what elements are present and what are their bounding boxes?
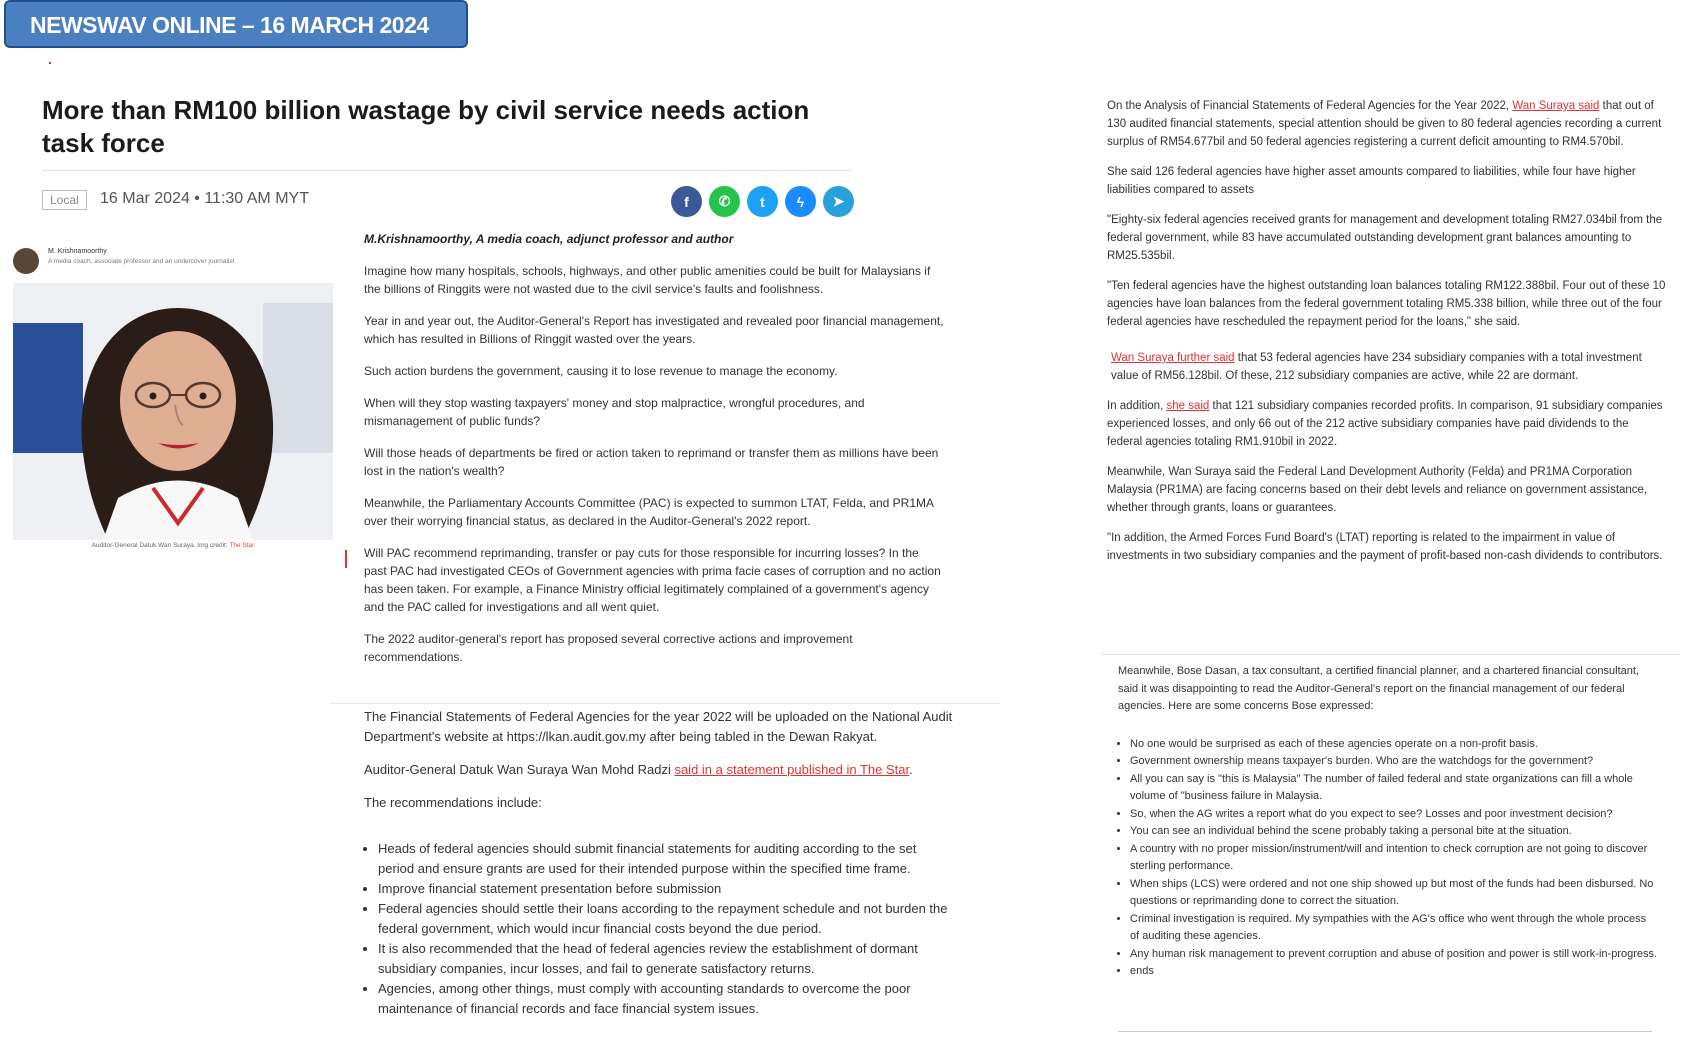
paragraph: Year in and year out, the Auditor-General's Report has investigated and revealed poor financial management, which has resulted in Billions of Ringgit wasted over the years. — [364, 314, 944, 346]
star-statement-link[interactable]: said in a statement published in The Star — [674, 762, 910, 777]
article-body-column-1 — [364, 230, 944, 680]
section-divider — [330, 703, 1000, 704]
paragraph: Such action burdens the government, causing it to lose revenue to manage the economy. — [364, 364, 838, 378]
source-banner: NEWSWAV ONLINE – 16 MARCH 2024 — [4, 0, 468, 48]
list-item: • Criminal investigation is required. My sympathies with the AG's office who went through the whole process of auditing these agencies. — [1130, 911, 1658, 946]
article-headline: More than RM100 billion wastage by civil service needs action task force — [42, 95, 810, 158]
paragraph: Auditor-General Datuk Wan Suraya Wan Mohd Radzi said in a statement published in The Star. — [364, 762, 913, 777]
paragraph: Meanwhile, the Parliamentary Accounts Committee (PAC) is expected to summon LTAT, Felda, and PR1MA over their worrying financial status, as declared in the Auditor-General's 2022 report. — [364, 496, 934, 528]
paragraph: When will they stop wasting taxpayers' money and stop malpractice, wrongful procedures, and mismanagement of public funds? — [364, 396, 865, 428]
she-said-link[interactable]: she said — [1166, 400, 1210, 412]
concerns-list — [1118, 736, 1658, 981]
paragraph: Will those heads of departments be fired or action taken to reprimand or transfer them as millions have been lost in the nation's wealth? — [364, 446, 939, 478]
article-body-column-2 — [364, 707, 954, 1019]
recommendations-list — [364, 839, 954, 1019]
telegram-icon[interactable]: ➤ — [823, 186, 854, 217]
avatar[interactable] — [13, 248, 39, 274]
paragraph: "In addition, the Armed Forces Fund Board's (LTAT) reporting is related to the impairment in value of investments in two subsidiary companies and the payment of profit-based non-cash dividends to contributors. — [1107, 532, 1663, 562]
paragraph: She said 126 federal agencies have higher asset amounts compared to liabilities, while four have higher liabilities compared to assets — [1107, 166, 1636, 196]
messenger-icon[interactable]: ϟ — [785, 186, 816, 217]
list-item: • Government ownership means taxpayer's burden. Who are the watchdogs for the government? — [1130, 753, 1658, 771]
facebook-icon[interactable]: f — [671, 186, 702, 217]
list-item: • A country with no proper mission/instrument/will and intention to check corruption are not going to discover sterling performance. — [1130, 841, 1658, 876]
list-item: • When ships (LCS) were ordered and not one ship showed up but most of the funds had been disbursed. No questions or reprimanding done to correct the situation. — [1130, 876, 1658, 911]
quote-marker — [345, 550, 347, 568]
paragraph: Wan Suraya further said that 53 federal agencies have 234 subsidiary companies with a total investment value of RM56.128bil. Of these, 212 subsidiary companies are active, while 22 are dormant. — [1111, 352, 1642, 382]
list-item: • Any human risk management to prevent corruption and abuse of position and power is still work-in-progress. — [1130, 946, 1658, 964]
whatsapp-icon[interactable]: ✆ — [709, 186, 740, 217]
article-body-column-3 — [1107, 97, 1667, 577]
list-item: • Improve financial statement presentation before submission — [378, 879, 954, 899]
list-item: • All you can say is "this is Malaysia" The number of failed federal and state organizations can fill a whole volume of "business failure in Malaysia. — [1130, 771, 1658, 806]
wan-suraya-said-link[interactable]: Wan Suraya said — [1512, 100, 1600, 112]
list-item: • Federal agencies should settle their loans according to the repayment schedule and not burden the federal government, which would incur financial costs beyond the due period. — [378, 899, 954, 939]
list-item: • ends — [1130, 963, 1658, 981]
paragraph: The recommendations include: — [364, 795, 542, 810]
paragraph: On the Analysis of Financial Statements of Federal Agencies for the Year 2022, Wan Suraya said that out of 130 audited financial statements, special attention should be given to 80 federal agencies recording a current surplus of RM54.677bil and 50 federal agencies registering a current deficit amounting to RM4.570bil. — [1107, 100, 1662, 148]
paragraph: In addition, she said that 121 subsidiary companies recorded profits. In comparison, 91 subsidiary companies experienced losses, and only 66 out of the 212 active subsidiary companies have paid dividends to the federal agencies totaling RM1.910bil in 2022. — [1107, 400, 1663, 448]
auditor-general-photo — [13, 283, 333, 540]
bose-dasan-section — [1118, 663, 1658, 981]
category-badge[interactable]: Local — [42, 190, 87, 210]
list-item: • It is also recommended that the head of federal agencies review the establishment of dormant subsidiary companies, incur losses, and fail to generate satisfactory returns. — [378, 939, 954, 979]
paragraph: Meanwhile, Bose Dasan, a tax consultant, a certified financial planner, and a chartered financial consultant, said it was disappointing to read the Auditor-General's report on the financial management of our federal agencies. Here are some concerns Bose expressed: — [1118, 665, 1639, 712]
publish-date: 16 Mar 2024 • 11:30 AM MYT — [100, 190, 309, 207]
paragraph: Imagine how many hospitals, schools, highways, and other public amenities could be built for Malaysians if the billions of Ringgits were not wasted due to the civil service's faults and foolishness. — [364, 264, 931, 296]
paragraph: The Financial Statements of Federal Agencies for the year 2022 will be uploaded on the National Audit Department's website at https://lkan.audit.gov.my after being tabled in the Dewan Rakyat. — [364, 709, 953, 744]
byline: M.Krishnamoorthy, A media coach, adjunct professor and author — [364, 232, 734, 246]
headline-divider — [42, 170, 852, 171]
caption-link[interactable]: The Star — [229, 542, 255, 549]
paragraph: The 2022 auditor-general's report has proposed several corrective actions and improvement recommendations. — [364, 632, 853, 664]
list-item: • Agencies, among other things, must comply with accounting standards to overcome the poor maintenance of financial records and face financial system issues. — [378, 979, 954, 1019]
section-divider — [1100, 654, 1680, 655]
paragraph: Will PAC recommend reprimanding, transfer or pay cuts for those responsible for incurring losses? In the past PAC had investigated CEOs of Government agencies with prima facie cases of corruption and no action has been taken. For example, a Finance Ministry official legitimately complained of a government's agency and the PAC called for investigations and all went quiet. — [364, 546, 941, 614]
author-bio: A media coach, associate professor and an undercover journalist — [48, 258, 235, 265]
list-item: • No one would be surprised as each of these agencies operate on a non-profit basis. — [1130, 736, 1658, 754]
photo-caption: Auditor-General Datuk Wan Suraya. Img credit: The Star — [91, 542, 255, 549]
list-item: • So, when the AG writes a report what do you expect to see? Losses and poor investment decision? — [1130, 806, 1658, 824]
author-name[interactable]: M. Krishnamoorthy — [48, 248, 107, 255]
end-divider — [1118, 1031, 1652, 1032]
stray-dot — [49, 62, 51, 64]
further-said-link[interactable]: Wan Suraya further said — [1111, 352, 1235, 364]
twitter-icon[interactable]: t — [747, 186, 778, 217]
paragraph: "Eighty-six federal agencies received grants for management and development totaling RM27.034bil from the federal government, while 83 have accumulated outstanding development grant balances amounting to RM25.535bil. — [1107, 214, 1663, 262]
paragraph: Meanwhile, Wan Suraya said the Federal Land Development Authority (Felda) and PR1MA Corporation Malaysia (PR1MA) are facing concerns based on their debt levels and reliance on government assistance, whether through grants, loans or guarantees. — [1107, 466, 1648, 514]
paragraph: "Ten federal agencies have the highest outstanding loan balances totaling RM122.388bil. Four out of these 10 agencies have loan balances from the federal government totaling RM5.338 billion, while three out of the four federal agencies have rescheduled the repayment period for the loans," she said. — [1107, 280, 1666, 328]
list-item: • You can see an individual behind the scene probably taking a personal bite at the situation. — [1130, 823, 1658, 841]
share-bar — [671, 186, 854, 217]
list-item: • Heads of federal agencies should submit financial statements for auditing according to the set period and ensure grants are used for their intended purpose within the specified time frame. — [378, 839, 954, 879]
